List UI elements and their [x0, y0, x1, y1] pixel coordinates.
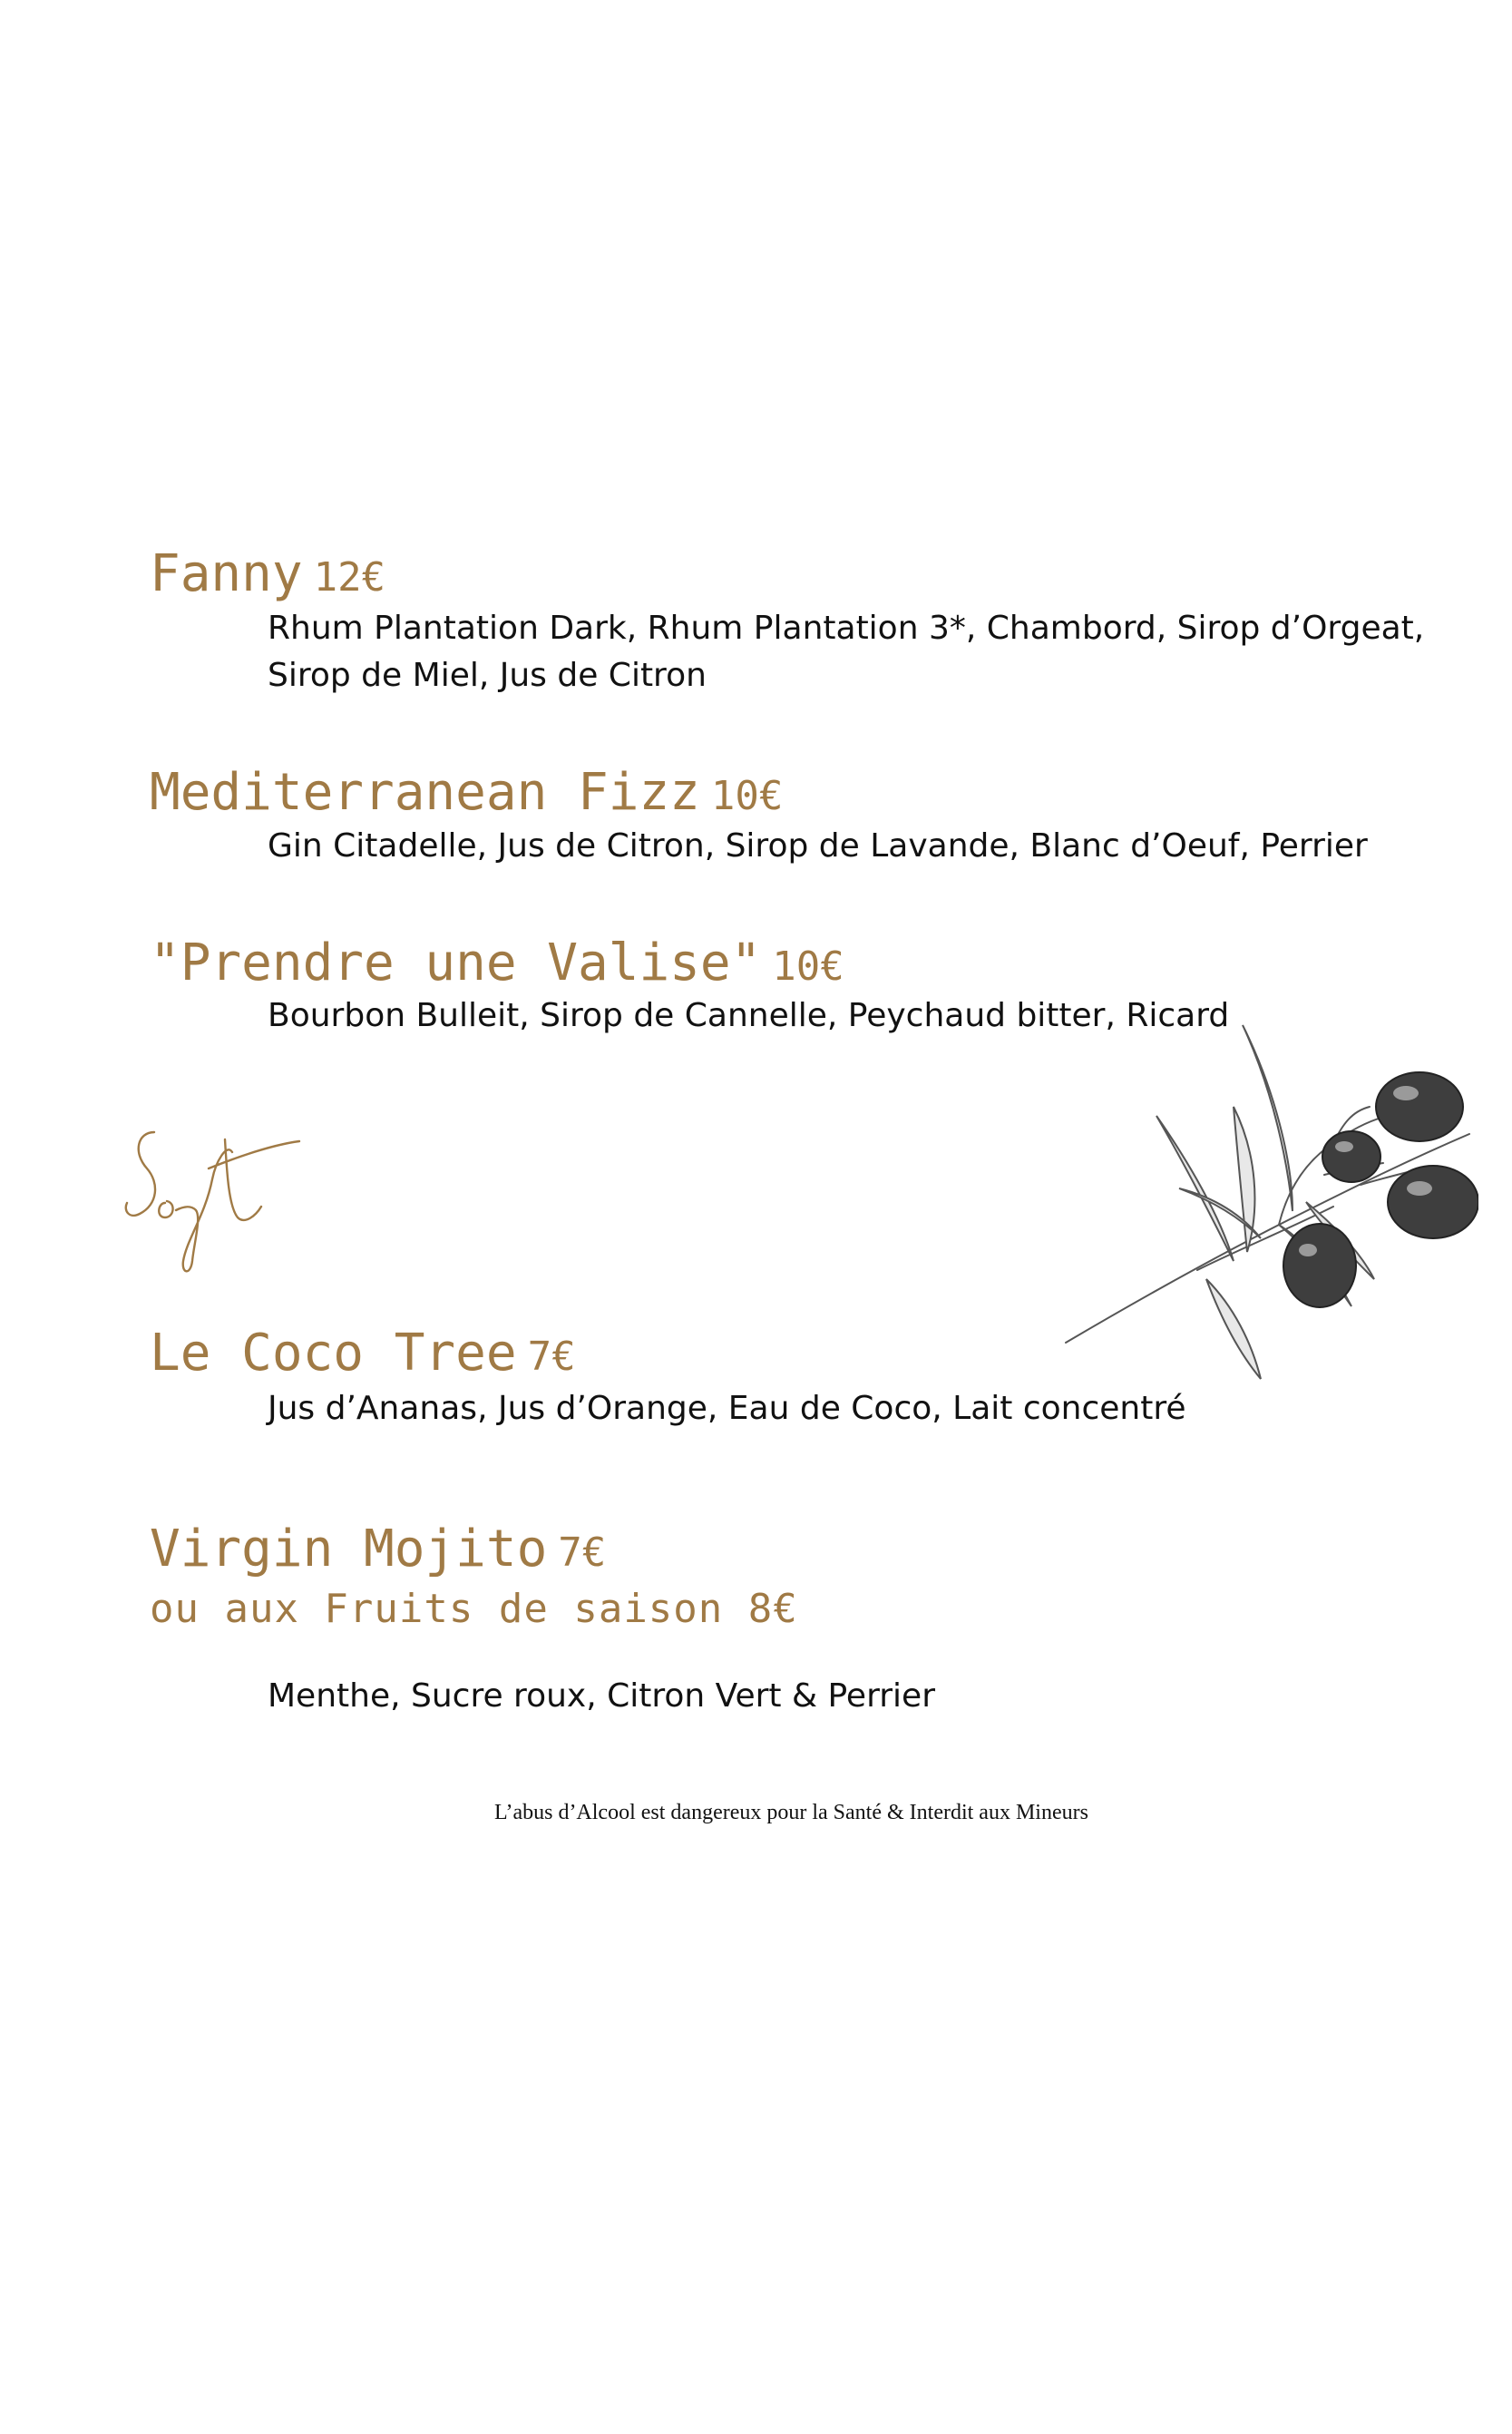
item-price: 7€ [558, 1530, 607, 1576]
cocktail-name-mediterranean-fizz [150, 763, 784, 822]
cocktail-description-mediterranean-fizz [268, 823, 1447, 870]
olive-branch-icon [1061, 1007, 1478, 1424]
soft-variant-virgin-mojito: ou aux Fruits de saison 8€ [150, 1586, 798, 1632]
description-line: Jus d’Ananas, Jus d’Orange, Eau de Coco, Lait concentré [268, 1390, 1186, 1427]
cocktail-name-prendre-une-valise [150, 934, 844, 992]
description-line: Rhum Plantation Dark, Rhum Plantation 3*, Chambord, Sirop d’Orgeat, [268, 610, 1425, 647]
item-price: 7€ [527, 1334, 576, 1380]
description-line: Bourbon Bulleit, Sirop de Cannelle, Peychaud bitter, Ricard [268, 997, 1230, 1034]
item-name: Fanny [150, 544, 303, 603]
item-name: "Prendre une Valise" [150, 934, 762, 992]
soft-name-le-coco-tree [150, 1324, 576, 1383]
description-line: Gin Citadelle, Jus de Citron, Sirop de Lavande, Blanc d’Oeuf, Perrier [268, 827, 1368, 865]
soft-description-le-coco-tree [268, 1385, 1447, 1432]
item-name: Mediterranean Fizz [150, 763, 700, 822]
cocktail-name-fanny [150, 544, 386, 603]
description-line: Sirop de Miel, Jus de Citron [268, 657, 707, 694]
soft-name-virgin-mojito [150, 1520, 607, 1579]
item-name: Virgin Mojito [150, 1520, 548, 1579]
soft-heading [118, 1116, 308, 1279]
soft-description-virgin-mojito [268, 1673, 1447, 1720]
item-price: 10€ [772, 943, 844, 990]
item-price: 12€ [313, 554, 386, 601]
cocktail-description-fanny [268, 605, 1447, 699]
item-price: 10€ [710, 773, 784, 819]
item-name: Le Coco Tree [150, 1324, 517, 1383]
legal-footer: L’abus d’Alcool est dangereux pour la Santé & Interdit aux Mineurs [494, 1801, 1088, 1824]
description-line: Menthe, Sucre roux, Citron Vert & Perrier [268, 1677, 935, 1715]
